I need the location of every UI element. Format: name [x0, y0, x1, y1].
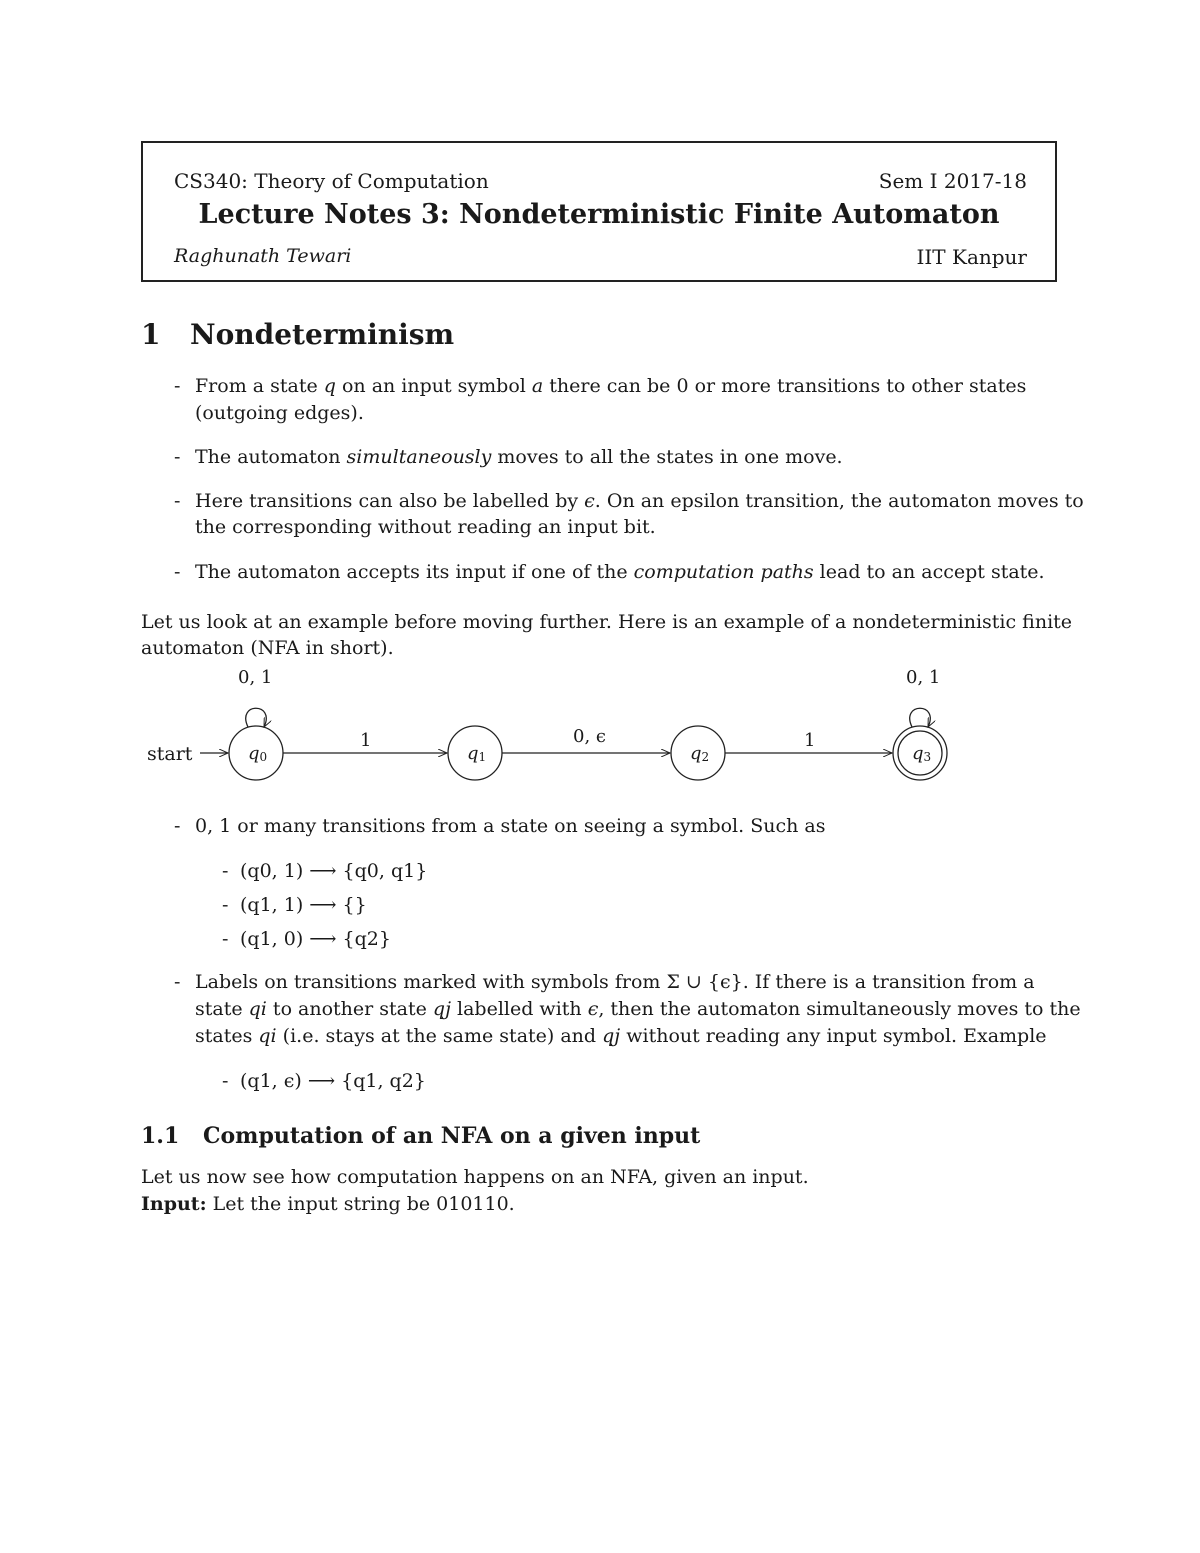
state-q2 — [671, 726, 725, 780]
sub-bullet-dash: - — [222, 1070, 229, 1092]
state-q0 — [229, 726, 283, 780]
edge-q0-q1-label: 1 — [360, 730, 372, 751]
epsilon-example: (q1, ϵ) ⟶ {q1, q2} — [240, 1070, 426, 1092]
section-title: Nondeterminism — [190, 318, 455, 351]
loop-q3-label: 0, 1 — [906, 667, 941, 688]
bullet-dash: - — [174, 561, 181, 583]
bullet-1-line-1: From a state q on an input symbol a there can be 0 or more transitions to other states — [195, 375, 1027, 397]
svg-text:q1: q1 — [467, 743, 487, 764]
loop-q3 — [910, 708, 931, 727]
input-text: Let the input string be 010110. — [206, 1193, 515, 1215]
svg-text:q3: q3 — [912, 743, 932, 764]
labels-line-2: state qi to another state qj labelled with ϵ, then the automaton simultaneously moves to the — [195, 998, 1081, 1020]
sub-bullet-dash: - — [222, 860, 229, 882]
sub-bullet-dash: - — [222, 894, 229, 916]
transitions-intro: 0, 1 or many transitions from a state on seeing a symbol. Such as — [195, 815, 826, 837]
input-line — [141, 1191, 515, 1217]
svg-text:q0: q0 — [248, 743, 268, 764]
section-number: 1 — [141, 318, 161, 351]
transition-2: (q1, 1) ⟶ {} — [240, 894, 367, 916]
sub-bullet-dash: - — [222, 928, 229, 950]
start-label: start — [147, 743, 193, 765]
institution: IIT Kanpur — [916, 245, 1027, 269]
subsection-text: Let us now see how computation happens on an NFA, given an input. — [141, 1166, 809, 1188]
course-name: CS340: Theory of Computation — [174, 169, 489, 193]
bullet-dash: - — [174, 971, 181, 993]
author: Raghunath Tewari — [174, 245, 352, 267]
svg-text:q2: q2 — [690, 743, 710, 764]
transition-3: (q1, 0) ⟶ {q2} — [240, 928, 391, 950]
bullet-dash: - — [174, 815, 181, 837]
bullet-dash: - — [174, 490, 181, 512]
paragraph-line-2: automaton (NFA in short). — [141, 637, 394, 659]
transition-1: (q0, 1) ⟶ {q0, q1} — [240, 860, 428, 882]
subsection-title: Computation of an NFA on a given input — [203, 1123, 701, 1149]
input-label: Input: — [141, 1193, 207, 1215]
labels-line-3: states qi (i.e. stays at the same state) and qj without reading any input symbol. Example — [195, 1025, 1047, 1047]
labels-line-1: Labels on transitions marked with symbols from Σ ∪ {ϵ}. If there is a transition from a — [195, 971, 1035, 993]
loop-q0 — [246, 708, 267, 727]
lecture-title: Lecture Notes 3: Nondeterministic Finite Automaton — [198, 199, 1000, 230]
paragraph-line-1: Let us look at an example before moving further. Here is an example of a nondeterministic finite — [141, 611, 1073, 633]
loop-q0-label: 0, 1 — [238, 667, 273, 688]
edge-q2-q3-label: 1 — [804, 730, 816, 751]
bullet-3-line-1: Here transitions can also be labelled by ϵ. On an epsilon transition, the automaton moves to — [195, 490, 1084, 512]
semester: Sem I 2017-18 — [878, 169, 1027, 193]
bullet-dash: - — [174, 446, 181, 468]
bullet-dash: - — [174, 375, 181, 397]
nfa-diagram — [0, 660, 1200, 800]
state-q1 — [448, 726, 502, 780]
subsection-number: 1.1 — [141, 1123, 180, 1149]
edge-q1-q2-label: 0, ϵ — [573, 726, 606, 747]
state-q3-accept — [893, 726, 947, 780]
bullet-3-line-2: the corresponding without reading an input bit. — [195, 516, 656, 538]
bullet-2: The automaton simultaneously moves to all the states in one move. — [195, 446, 843, 468]
bullet-1-line-2: (outgoing edges). — [195, 402, 364, 424]
bullet-4: The automaton accepts its input if one of the computation paths lead to an accept state. — [195, 561, 1045, 583]
header-box — [141, 141, 1057, 282]
